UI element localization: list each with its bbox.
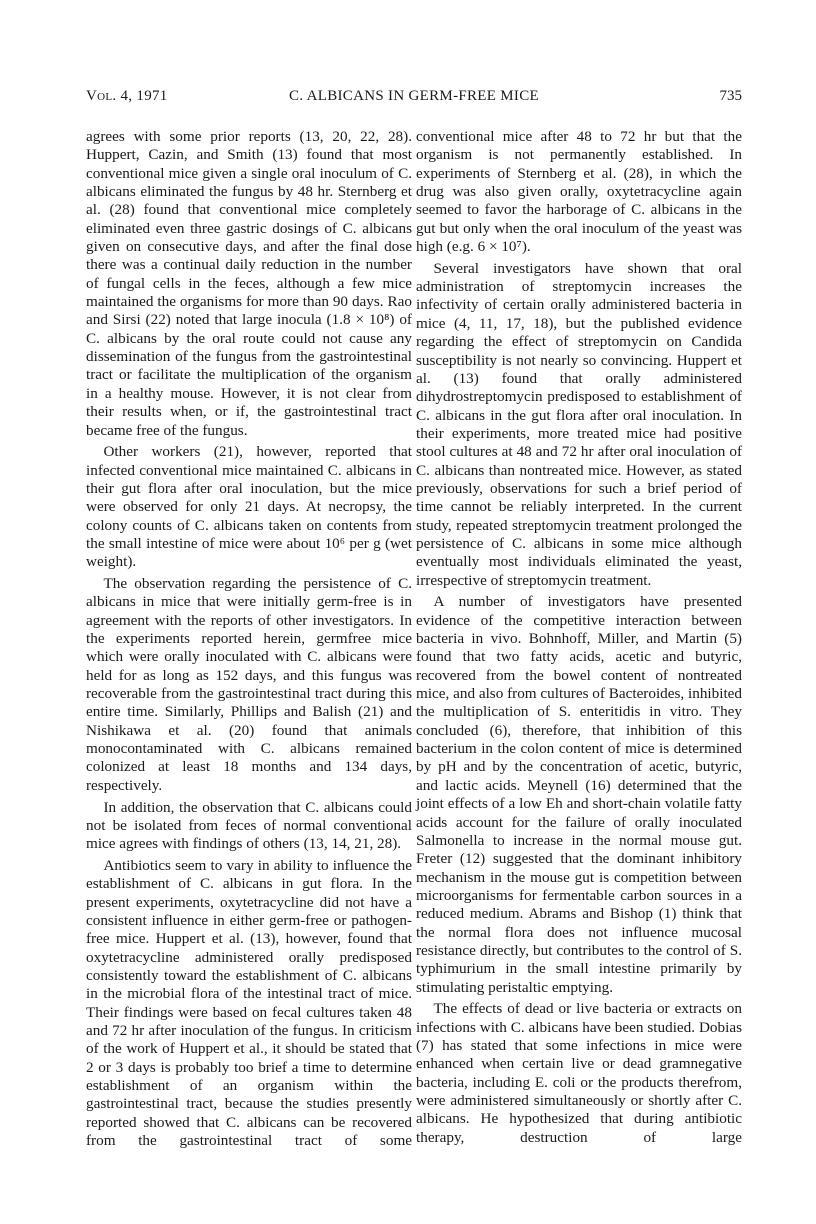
paragraph: conventional mice after 48 to 72 hr but that the organism is not permanently established. In experiments of Sternberg et al. (28), in which the drug was also given orally, oxytetracycline again seemed to favor the harborage of C. albicans in the gut but only when the oral inoculum of the yeast was high (e.g. 6 × 10⁷). [416,128,742,256]
running-header [86,88,742,108]
paragraph: The effects of dead or live bacteria or extracts on infections with C. albicans have been studied. Dobias (7) has stated that some infections in mice were enhanced when certain live or dead gramnegative bacteria, including E. coli or the products therefrom, were administered simultaneously or shortly after C. albicans. He hypothesized that during antibiotic therapy, destruction of large [416,1000,742,1146]
paragraph: Antibiotics seem to vary in ability to influence the establishment of C. albicans in gut flora. In the present experiments, oxytetracycline did not have a consistent influence in either germ-free or pathogen-free mice. Huppert et al. (13), however, found that oxytetracycline administered orally predisposed consistently toward the establishment of C. albicans in the microbial flora of the intestinal tract of mice. Their findings were based on fecal cultures taken 48 and 72 hr after inoculation of the fungus. In criticism of the work of Huppert et al., it should be stated that 2 or 3 days is probably too brief a time to determine establishment of an organism within the gastrointestinal tract, because the studies presently reported showed that C. albicans can be recovered from the gastrointestinal tract of some [86,856,412,1150]
left-column [86,128,412,1154]
paragraph: Other workers (21), however, reported that infected conventional mice maintained C. albicans in their gut flora after oral inoculation, but the mice were observed for only 21 days. At necropsy, the colony counts of C. albicans taken on contents from the small intestine of mice were about 10⁶ per g (wet weight). [86,443,412,571]
running-title: C. ALBICANS IN GERM-FREE MICE [289,88,539,104]
paragraph: Several investigators have shown that oral administration of streptomycin increases the infectivity of certain orally administered bacteria in mice (4, 11, 17, 18), but the published evidence regarding the effect of streptomycin on Candida susceptibility is not nearly so convincing. Huppert et al. (13) found that orally administered dihydrostreptomycin predisposed to establishment of C. albicans in the gut flora after oral inoculation. In their experiments, more treated mice had positive stool cultures at 48 and 72 hr after oral inoculation of C. albicans than nontreated mice. However, as stated previously, observations for such a brief period of time cannot be reliably interpreted. In the current study, repeated streptomycin treatment prolonged the persistence of C. albicans in some mice although eventually most individuals eliminated the yeast, irrespective of streptomycin treatment. [416,259,742,589]
journal-volume: Vol. 4, 1971 [86,88,168,104]
paragraph: In addition, the observation that C. albicans could not be isolated from feces of normal conventional mice agrees with findings of others (13, 14, 21, 28). [86,798,412,853]
page-number: 735 [719,88,742,104]
paragraph: A number of investigators have presented evidence of the competitive interaction between bacteria in vivo. Bohnhoff, Miller, and Martin (5) found that two fatty acids, acetic and butyric, recovered from the bowel content of nontreated mice, and also from cultures of Bacteroides, inhibited the multiplication of S. enteritidis in vitro. They concluded (6), therefore, that inhibition of this bacterium in the colon content of mice is determined by pH and by the concentration of acetic, butyric, and lactic acids. Meynell (16) determined that the joint effects of a low Eh and short-chain volatile fatty acids account for the failure of orally inoculated Salmonella to increase in the normal mouse gut. Freter (12) suggested that the dominant inhibitory mechanism in the mouse gut is competition between microorganisms for fermentable carbon sources in a reduced medium. Abrams and Bishop (1) think that the normal flora does not influence mucosal resistance directly, but contributes to the control of S. typhimurium in the small intestine primarily by stimulating peristaltic emptying. [416,593,743,996]
paragraph: The observation regarding the persistence of C. albicans in mice that were initially germ-free is in agreement with the reports of other investigators. In the experiments reported herein, germfree mice which were orally inoculated with C. albicans were held for as long as 152 days, and this fungus was recoverable from the gastrointestinal tract during this entire time. Similarly, Phillips and Balish (21) and Nishikawa et al. (20) found that animals monocontaminated with C. albicans remained colonized at least 18 months and 134 days, respectively. [86,575,412,794]
paragraph: agrees with some prior reports (13, 20, 22, 28). Huppert, Cazin, and Smith (13) found that most conventional mice given a single oral inoculum of C. albicans eliminated the fungus by 48 hr. Sternberg et al. (28) found that conventional mice completely eliminated even three gastric dosings of C. albicans given on consecutive days, and after the final dose there was a continual daily reduction in the number of fungal cells in the feces, although a few mice maintained the organisms for more than 90 days. Rao and Sirsi (22) noted that large inocula (1.8 × 10⁸) of C. albicans by the oral route could not cause any dissemination of the fungus from the gastrointestinal tract or facilitate the multiplication of the organism in a healthy mouse. However, it is not clear from their results when, or if, the gastrointestinal tract became free of the fungus. [86,128,412,439]
right-column [416,128,742,1150]
